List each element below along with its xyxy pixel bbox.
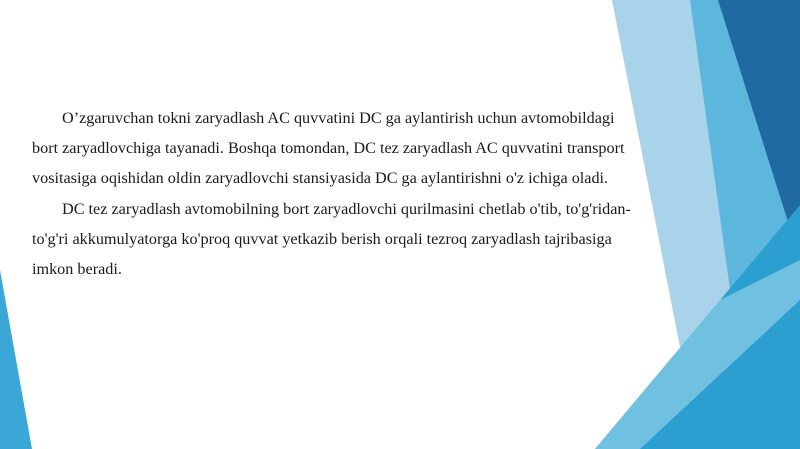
body-text — [32, 103, 632, 284]
facet-left-bottom — [0, 270, 32, 449]
paragraph-1: O’zgaruvchan tokni zaryadlash AC quvvatini DC ga aylantirish uchun avtomobildagi bort zaryadlovchiga tayanadi. Boshqa tomondan, DC tez zaryadlash AC quvvatini transport vositasiga oqishidan oldin zaryadlovchi stansiyasida DC ga aylantirishni o'z ichiga oladi. — [32, 109, 625, 188]
paragraph-2: DC tez zaryadlash avtomobilning bort zaryadlovchi qurilmasini chetlab o'tib, to'g'ridan-to'g'ri akkumulyatorga ko'proq quvvat yetkazib berish orqali tezroq zaryadlash tajribasiga imkon beradi. — [32, 199, 631, 279]
